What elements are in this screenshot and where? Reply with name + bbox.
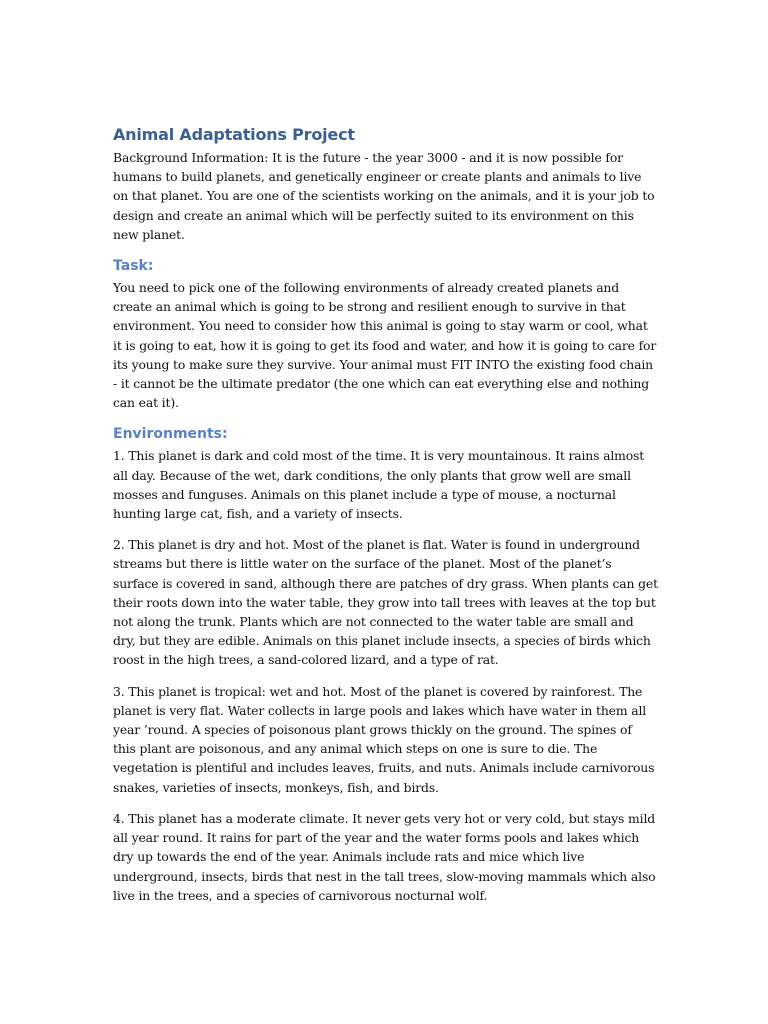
environments-heading: Environments: (113, 426, 228, 443)
environment-4: 4. This planet has a moderate climate. It never gets very hot or very cold, but stays mild all year round. It rains for part of the year and the water forms pools and lakes which dry up towards the end of the year. Animals include rats and mice which live underground, insects, birds that nest in the tall trees, slow-moving mammals which also live in the trees, and a species of carnivorous nocturnal wolf. (113, 810, 656, 903)
task-paragraph: You need to pick one of the following environments of already created planets and create an animal which is going to be strong and resilient enough to survive in that environment. You need to consider how this animal is going to stay warm or cool, what it is going to eat, how it is going to get its food and water, and how it is going to care for its young to make sure they survive. Your animal must FIT INTO the existing food chain - it cannot be the ultimate predator (the one which can eat everything else and nothing can eat it). (113, 280, 657, 411)
document-title: Animal Adaptations Project (113, 125, 355, 144)
background-paragraph: Background Information: It is the future - the year 3000 - and it is now possible for humans to build planets, and genetically engineer or create plants and animals to live on that planet. You are one of the scientists working on the animals, and it is your job to design and create an animal which will be perfectly suited to its environment on this new planet. (113, 150, 655, 242)
document-page (113, 124, 658, 917)
environment-1: 1. This planet is dark and cold most of the time. It is very mountainous. It rains almost all day. Because of the wet, dark conditions, the only plants that grow well are small mosses and funguses. Animals on this planet include a type of mouse, a nocturnal hunting large cat, fish, and a variety of insects. (113, 448, 645, 522)
environment-2: 2. This planet is dry and hot. Most of the planet is flat. Water is found in underground streams but there is little water on the surface of the planet. Most of the planet’s surface is covered in sand, although there are patches of dry grass. When plants can get their roots down into the water table, they grow into tall trees with leaves at the top but not along the trunk. Plants which are not connected to the water table are small and dry, but they are edible. Animals on this planet include insects, a species of birds which roost in the high trees, a sand-colored lizard, and a type of rat. (113, 537, 658, 668)
environment-3: 3. This planet is tropical: wet and hot. Most of the planet is covered by rainforest. The planet is very flat. Water collects in large pools and lakes which have water in them all year ’round. A species of poisonous plant grows thickly on the ground. The spines of this plant are poisonous, and any animal which steps on one is sure to die. The vegetation is plentiful and includes leaves, fruits, and nuts. Animals include carnivorous snakes, varieties of insects, monkeys, fish, and birds. (113, 683, 655, 795)
task-heading: Task: (113, 258, 154, 275)
